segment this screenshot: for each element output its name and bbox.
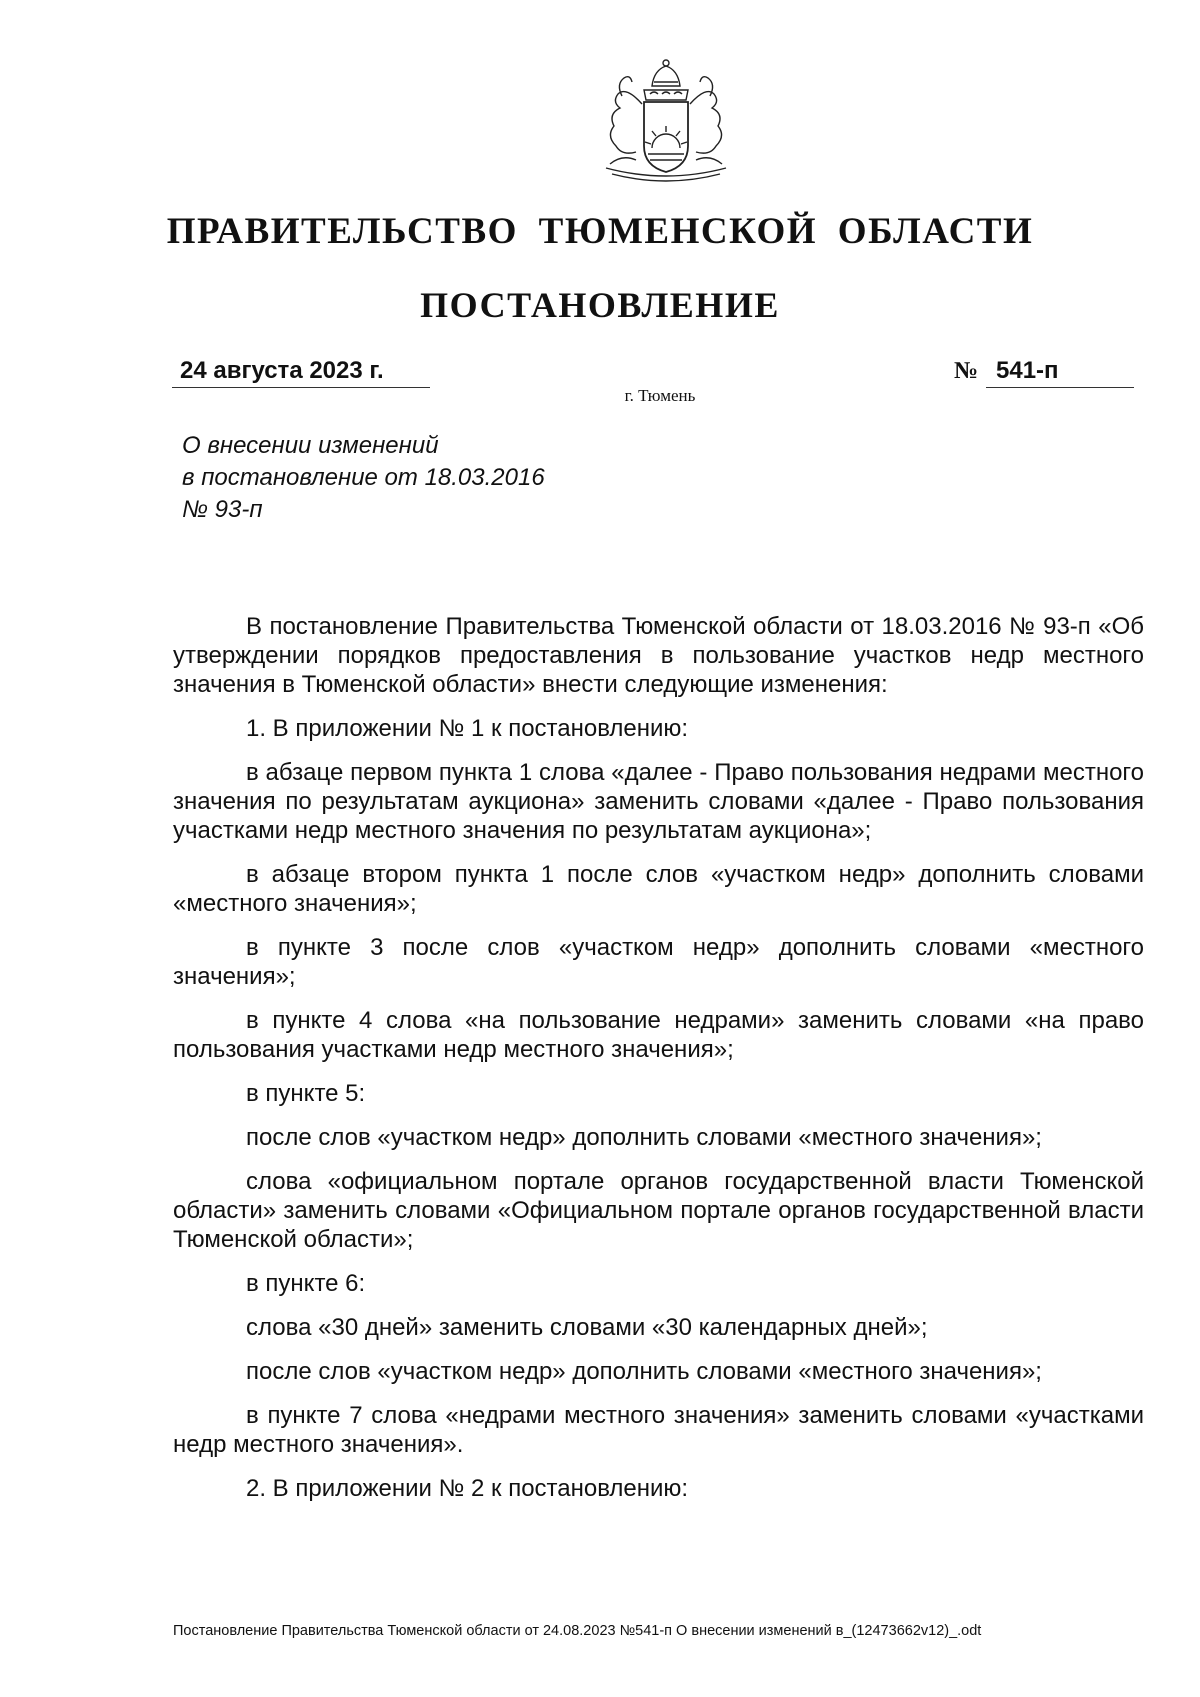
document-subject <box>182 430 545 526</box>
subject-line: в постановление от 18.03.2016 <box>182 464 545 491</box>
body-paragraph: в пункте 3 после слов «участком недр» дополнить словами «местного значения»; <box>173 934 1144 990</box>
body-paragraph: в пункте 7 слова «недрами местного значения» заменить словами «участками недр местного значения». <box>173 1402 1144 1458</box>
document-number: 541-п <box>986 354 1134 388</box>
document-date: 24 августа 2023 г. <box>172 354 430 388</box>
body-paragraph: после слов «участком недр» дополнить словами «местного значения»; <box>246 1124 1042 1151</box>
subject-line: О внесении изменений <box>182 432 439 459</box>
coat-of-arms-emblem <box>592 56 740 184</box>
body-paragraph: в абзаце первом пункта 1 слова «далее - Право пользования недрами местного значения по результатам аукциона» заменить словами «далее - Право пользования участками недр местного значения по результатам аукциона»; <box>173 759 1144 844</box>
city-label: г. Тюмень <box>624 386 696 405</box>
body-paragraph: слова «официальном портале органов государственной власти Тюменской области» заменить словами «Официальном портале органов государственной власти Тюменской области»; <box>173 1168 1144 1253</box>
body-paragraph: слова «30 дней» заменить словами «30 календарных дней»; <box>246 1314 928 1341</box>
document-body <box>173 612 1144 1518</box>
subject-line: № 93-п <box>182 496 263 523</box>
body-paragraph: 1. В приложении № 1 к постановлению: <box>246 715 689 742</box>
body-paragraph: В постановление Правительства Тюменской области от 18.03.2016 № 93-п «Об утверждении порядков предоставления в пользование участков недр местного значения в Тюменской области» внести следующие изменения: <box>173 613 1144 698</box>
body-paragraph: после слов «участком недр» дополнить словами «местного значения»; <box>246 1358 1042 1385</box>
number-sign: № <box>954 358 979 384</box>
document-type-title: ПОСТАНОВЛЕНИЕ <box>420 285 780 325</box>
body-paragraph: 2. В приложении № 2 к постановлению: <box>246 1475 689 1502</box>
page-footer: Постановление Правительства Тюменской области от 24.08.2023 №541-п О внесении изменений в_(12473662v12)_.odt <box>173 1623 982 1639</box>
body-paragraph: в пункте 6: <box>246 1270 366 1297</box>
body-paragraph: в абзаце втором пункта 1 после слов «участком недр» дополнить словами «местного значения»; <box>173 861 1144 917</box>
body-paragraph: в пункте 5: <box>246 1080 366 1107</box>
body-paragraph: в пункте 4 слова «на пользование недрами» заменить словами «на право пользования участками недр местного значения»; <box>173 1007 1144 1063</box>
government-title: ПРАВИТЕЛЬСТВО ТЮМЕНСКОЙ ОБЛАСТИ <box>166 211 1034 252</box>
